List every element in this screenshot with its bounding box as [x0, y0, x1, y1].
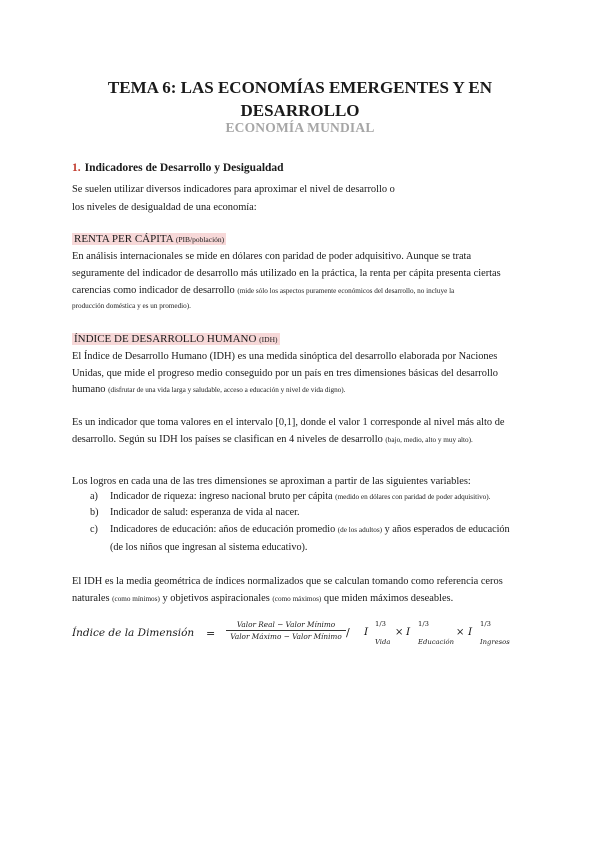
- formula-fraction: [226, 620, 346, 641]
- formula-i-vida: I: [364, 626, 369, 638]
- renta-heading-small: (PIB/población): [175, 235, 225, 244]
- page-subtitle: ECONOMÍA MUNDIAL: [225, 120, 375, 135]
- formula-exp-vida: 1/3: [375, 620, 386, 628]
- idh-line-3-small: (disfrutar de una vida larga y saludable, acceso a educación y nivel de vida digno).: [108, 386, 346, 394]
- list-item: [90, 523, 540, 537]
- idh-line-2: Unidas, que mide el progreso medio conseguido por un país en tres dimensiones básicas del desarrollo: [72, 368, 498, 379]
- idh-p4-text-a: naturales: [72, 593, 110, 604]
- idh-p2-line-2: [72, 431, 532, 449]
- list-item-text: Indicadores de educación: años de educación promedio: [110, 524, 336, 535]
- intro-line-2: los niveles de desigualdad de una economía:: [72, 202, 257, 213]
- idh-p2-line-2-text: desarrollo. Según su IDH los países se clasifican en 4 niveles de desarrollo: [72, 434, 383, 445]
- formula-times-2: ×: [456, 627, 465, 638]
- list-item-text: Indicador de riqueza: ingreso nacional bruto per cápita: [110, 491, 333, 502]
- idh-p4-line-2: [72, 590, 532, 608]
- section-title: Indicadores de Desarrollo y Desigualdad: [84, 162, 284, 174]
- idh-p2-line-2-small: (bajo, medio, alto y muy alto).: [385, 436, 473, 444]
- list-item-small: (de los adultos): [337, 526, 383, 534]
- renta-heading: [72, 233, 226, 245]
- idh-p3: Los logros en cada una de las tres dimensiones se aproximan a partir de las siguientes variables:: [72, 476, 471, 487]
- idh-formula: [72, 620, 552, 650]
- formula-sub-vida: Vida: [375, 638, 391, 646]
- formula-numerator: Valor Real − Valor Mínimo: [226, 620, 346, 631]
- list-marker: b): [90, 507, 99, 518]
- idh-line-3-text: humano: [72, 384, 106, 395]
- page-title-line2: DESARROLLO: [240, 101, 360, 120]
- formula-exp-educacion: 1/3: [418, 620, 429, 628]
- list-marker: a): [90, 491, 98, 502]
- section-heading: [72, 162, 284, 174]
- intro-line-1: Se suelen utilizar diversos indicadores para aproximar el nivel de desarrollo o: [72, 184, 395, 195]
- idh-line-1: El Índice de Desarrollo Humano (IDH) es una medida sinóptica del desarrollo elaborada por Naciones: [72, 351, 498, 362]
- idh-p2-line-1: Es un indicador que toma valores en el intervalo [0,1], donde el valor 1 corresponde al nivel más alto de: [72, 417, 505, 428]
- idh-heading-small: (IDH): [259, 335, 278, 344]
- renta-heading-text: RENTA PER CÁPITA: [74, 233, 174, 245]
- list-item-text: Indicador de salud: esperanza de vida al nacer.: [110, 507, 300, 518]
- idh-p4-small-1: (como mínimos): [112, 595, 160, 603]
- formula-slash: /: [346, 626, 350, 639]
- idh-p4-small-2: (como máximos): [272, 595, 322, 603]
- formula-lhs: Índice de la Dimensión: [72, 627, 195, 639]
- renta-line-2: seguramente del indicador de desarrollo más utilizado en la práctica, la renta per cápita presenta ciertas: [72, 268, 501, 279]
- list-item-small: (medido en dólares con paridad de poder adquisitivo).: [335, 493, 491, 501]
- formula-i-ingresos: I: [468, 626, 473, 638]
- formula-exp-ingresos: 1/3: [480, 620, 491, 628]
- idh-heading: [72, 333, 280, 345]
- list-item-text-2: y años esperados de educación: [384, 524, 510, 535]
- list-marker: c): [90, 524, 98, 535]
- idh-p4-text-c: que miden máximos deseables.: [323, 593, 454, 604]
- idh-p4-text-b: y objetivos aspiracionales: [162, 593, 270, 604]
- renta-line-4: producción doméstica y es un promedio).: [72, 302, 191, 310]
- list-item: [90, 506, 540, 520]
- idh-line-3: [72, 381, 532, 399]
- idh-p4-line-1: El IDH es la media geométrica de índices normalizados que se calculan tomando como referencia ceros: [72, 576, 503, 587]
- formula-sub-educacion: Educación: [418, 638, 454, 646]
- renta-line-3-text: carencias como indicador de desarrollo: [72, 285, 235, 296]
- page-title-line1: TEMA 6: LAS ECONOMÍAS EMERGENTES Y EN: [107, 78, 493, 97]
- formula-denominator: Valor Máximo − Valor Mínimo: [230, 632, 342, 641]
- idh-heading-text: ÍNDICE DE DESARROLLO HUMANO: [74, 333, 257, 345]
- formula-i-educacion: I: [406, 626, 411, 638]
- formula-equals: =: [206, 627, 216, 640]
- list-item: [90, 490, 540, 504]
- section-number: 1.: [72, 162, 81, 174]
- list-item-continuation: (de los niños que ingresan al sistema educativo).: [110, 542, 308, 553]
- renta-line-3-small: (mide sólo los aspectos puramente económicos del desarrollo, no incluye la: [237, 287, 455, 295]
- renta-line-1: En análisis internacionales se mide en dólares con paridad de poder adquisitivo. Aunque se trata: [72, 251, 472, 262]
- formula-sub-ingresos: Ingresos: [480, 638, 510, 646]
- formula-times-1: ×: [395, 627, 404, 638]
